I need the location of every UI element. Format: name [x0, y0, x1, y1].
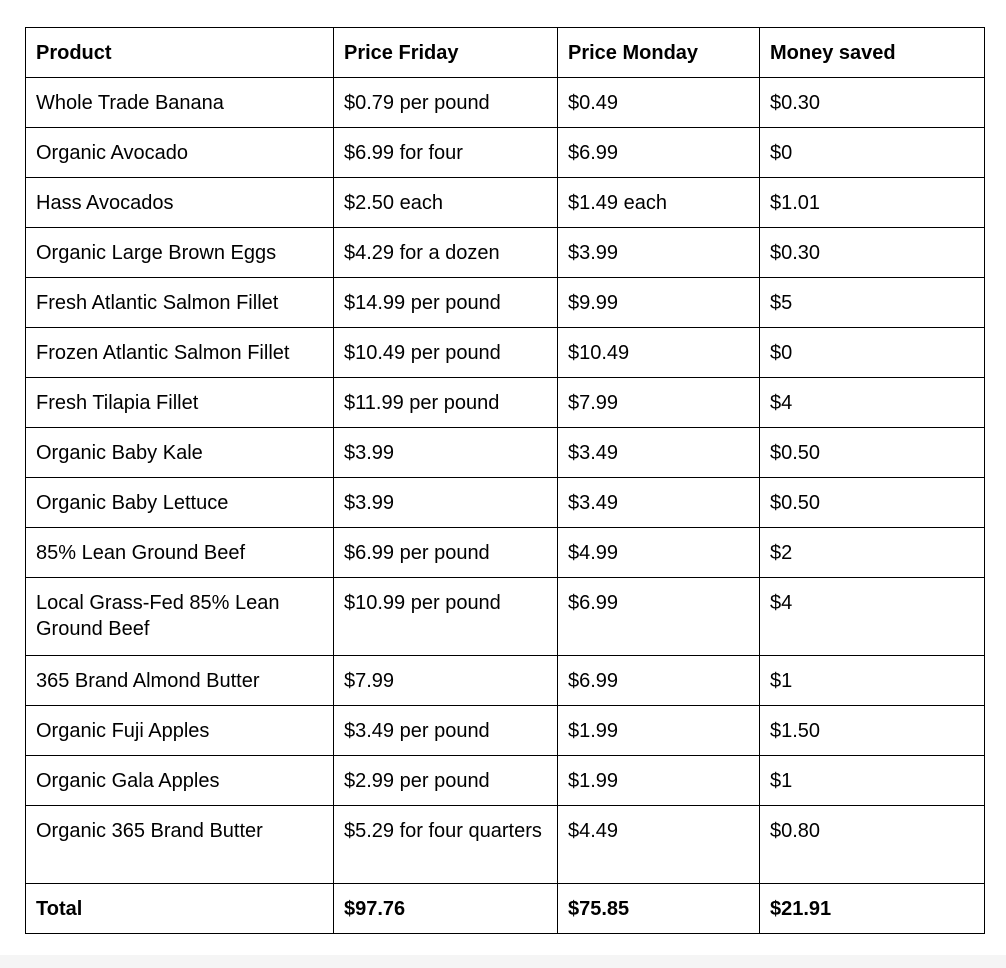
- cell-money-saved: $0.30: [760, 78, 985, 128]
- cell-money-saved: $0.50: [760, 478, 985, 528]
- cell-money-saved: $0: [760, 128, 985, 178]
- cell-price-friday: $3.49 per pound: [334, 706, 558, 756]
- cell-product: Organic Baby Kale: [26, 428, 334, 478]
- cell-money-saved: $0.30: [760, 228, 985, 278]
- cell-price-friday: $5.29 for four quarters: [334, 806, 558, 884]
- cell-product: 365 Brand Almond Butter: [26, 656, 334, 706]
- table-total-row: [26, 884, 985, 934]
- page-bottom-edge: [0, 955, 1006, 968]
- price-comparison-table: [25, 27, 985, 934]
- total-price-monday: $75.85: [558, 884, 760, 934]
- cell-price-monday: $6.99: [558, 128, 760, 178]
- cell-price-friday: $3.99: [334, 428, 558, 478]
- table-row: [26, 278, 985, 328]
- header-product: Product: [26, 28, 334, 78]
- cell-money-saved: $5: [760, 278, 985, 328]
- cell-price-friday: $14.99 per pound: [334, 278, 558, 328]
- cell-money-saved: $2: [760, 528, 985, 578]
- cell-price-monday: $10.49: [558, 328, 760, 378]
- table-row: [26, 706, 985, 756]
- cell-price-monday: $1.99: [558, 706, 760, 756]
- cell-product: Organic Baby Lettuce: [26, 478, 334, 528]
- cell-money-saved: $4: [760, 378, 985, 428]
- table-row: [26, 756, 985, 806]
- cell-price-friday: $6.99 for four: [334, 128, 558, 178]
- cell-price-friday: $6.99 per pound: [334, 528, 558, 578]
- cell-money-saved: $0: [760, 328, 985, 378]
- total-money-saved: $21.91: [760, 884, 985, 934]
- cell-money-saved: $0.50: [760, 428, 985, 478]
- table-row: [26, 578, 985, 656]
- cell-price-friday: $2.50 each: [334, 178, 558, 228]
- cell-product: Fresh Atlantic Salmon Fillet: [26, 278, 334, 328]
- cell-price-monday: $0.49: [558, 78, 760, 128]
- cell-product: Organic Large Brown Eggs: [26, 228, 334, 278]
- cell-price-monday: $3.49: [558, 478, 760, 528]
- cell-product: Organic Avocado: [26, 128, 334, 178]
- header-price-friday: Price Friday: [334, 28, 558, 78]
- header-price-monday: Price Monday: [558, 28, 760, 78]
- table-row: [26, 328, 985, 378]
- cell-price-monday: $1.49 each: [558, 178, 760, 228]
- table-row: [26, 78, 985, 128]
- table-row: [26, 378, 985, 428]
- cell-price-monday: $6.99: [558, 656, 760, 706]
- cell-price-monday: $6.99: [558, 578, 760, 656]
- cell-price-monday: $3.49: [558, 428, 760, 478]
- cell-money-saved: $0.80: [760, 806, 985, 884]
- cell-money-saved: $1: [760, 756, 985, 806]
- cell-price-friday: $4.29 for a dozen: [334, 228, 558, 278]
- cell-product: Fresh Tilapia Fillet: [26, 378, 334, 428]
- table-row: [26, 228, 985, 278]
- cell-money-saved: $1.50: [760, 706, 985, 756]
- cell-product: Local Grass-Fed 85% Lean Ground Beef: [26, 578, 334, 656]
- total-label: Total: [26, 884, 334, 934]
- table-header-row: [26, 28, 985, 78]
- table-row: [26, 478, 985, 528]
- cell-product: Organic Gala Apples: [26, 756, 334, 806]
- cell-product: Organic 365 Brand Butter: [26, 806, 334, 884]
- cell-product: Organic Fuji Apples: [26, 706, 334, 756]
- cell-product: Whole Trade Banana: [26, 78, 334, 128]
- cell-product: Frozen Atlantic Salmon Fillet: [26, 328, 334, 378]
- cell-money-saved: $4: [760, 578, 985, 656]
- cell-money-saved: $1.01: [760, 178, 985, 228]
- total-price-friday: $97.76: [334, 884, 558, 934]
- header-money-saved: Money saved: [760, 28, 985, 78]
- cell-price-monday: $1.99: [558, 756, 760, 806]
- cell-price-friday: $0.79 per pound: [334, 78, 558, 128]
- cell-price-monday: $3.99: [558, 228, 760, 278]
- cell-product: 85% Lean Ground Beef: [26, 528, 334, 578]
- cell-price-monday: $4.49: [558, 806, 760, 884]
- table-row: [26, 656, 985, 706]
- cell-money-saved: $1: [760, 656, 985, 706]
- cell-price-friday: $10.49 per pound: [334, 328, 558, 378]
- table-row: [26, 528, 985, 578]
- cell-price-monday: $7.99: [558, 378, 760, 428]
- cell-product: Hass Avocados: [26, 178, 334, 228]
- cell-price-friday: $10.99 per pound: [334, 578, 558, 656]
- table-row: [26, 806, 985, 884]
- cell-price-monday: $4.99: [558, 528, 760, 578]
- table-row: [26, 428, 985, 478]
- table-row: [26, 128, 985, 178]
- cell-price-friday: $7.99: [334, 656, 558, 706]
- cell-price-friday: $3.99: [334, 478, 558, 528]
- cell-price-friday: $2.99 per pound: [334, 756, 558, 806]
- cell-price-monday: $9.99: [558, 278, 760, 328]
- cell-price-friday: $11.99 per pound: [334, 378, 558, 428]
- table-row: [26, 178, 985, 228]
